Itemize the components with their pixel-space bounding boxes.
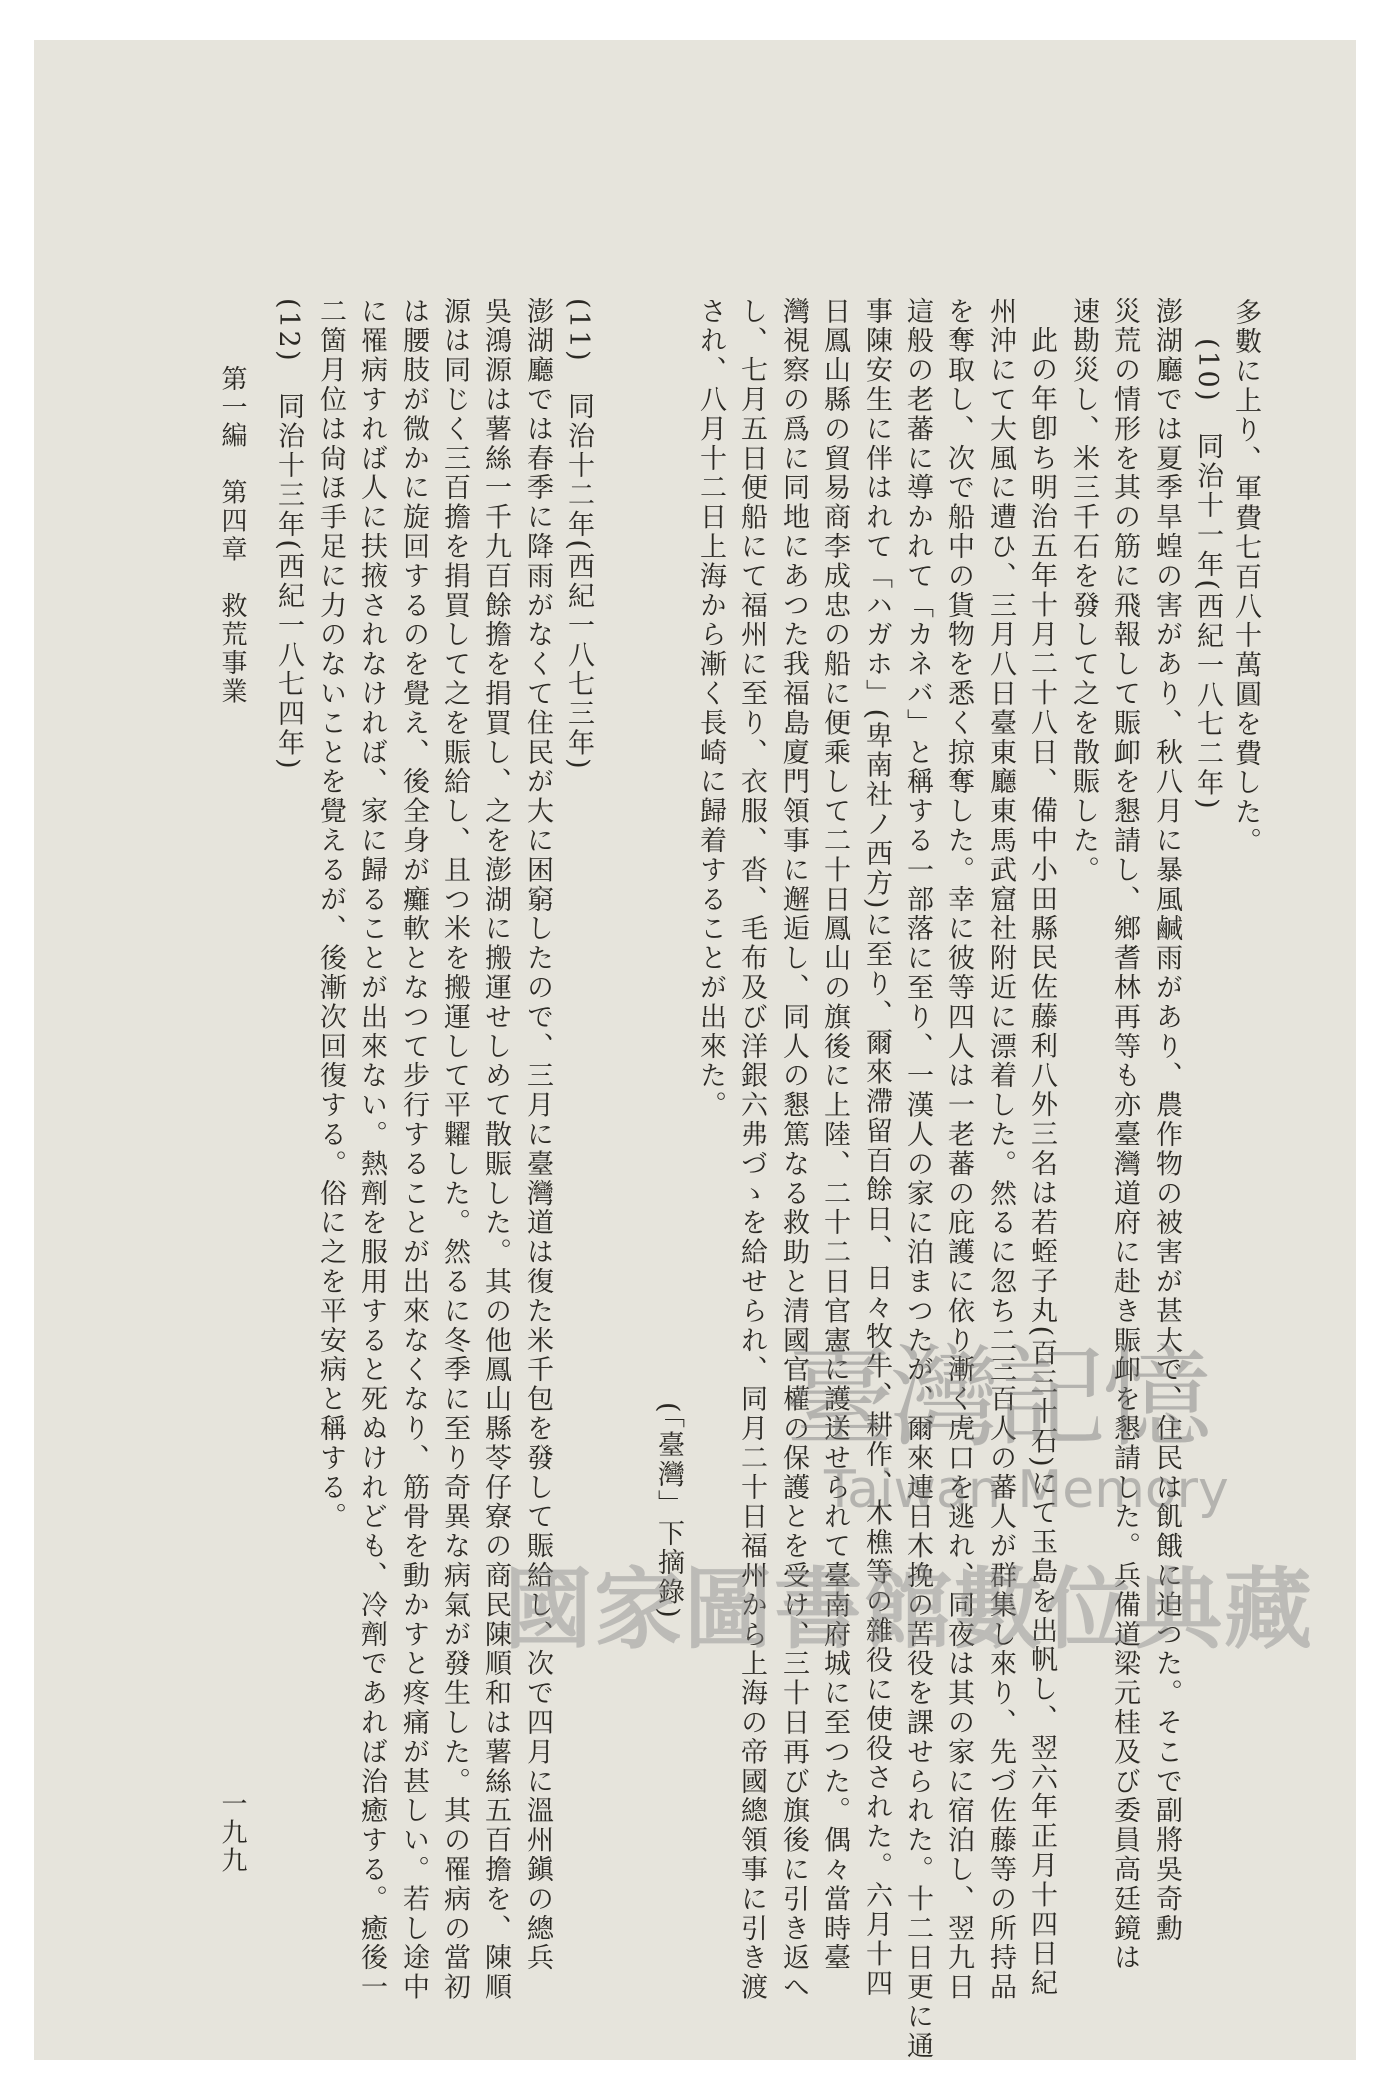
text-column: 澎湖廳では夏季旱蝗の害があり、秋八月に暴風鹹雨があり、農作物の被害が甚大で、住民は飢餓に迫つた。そこで副將吳奇勳 [1151,297,1182,1944]
text-column: 澎湖廳では春季に降雨がなくて住民が大に困窮したので、三月に臺灣道は復た米千包を發して賑給し、次で四月に溫州鎭の總兵 [522,297,553,1973]
watermark-english: Taiwan Memory [824,1460,1229,1520]
running-header: 第一編 第四章 救荒事業 [217,365,247,706]
text-column: 二箇月位は尙ほ手足に力のないことを覺えるが、後漸次回復する。俗に之を平安病と稱する。 [315,297,346,1532]
text-column: を奪取し、次で船中の貨物を悉く掠奪した。幸に彼等四人は一老蕃の庇護に依り漸く虎口を逃れ、同夜は其の家に宿泊し、翌九日 [943,297,974,2003]
text-column: 州沖にて大風に遭ひ、三月八日臺東廳東馬武窟社附近に漂着した。然るに忽ち二三百人の蕃人が群集し來り、先づ佐藤等の所持品 [985,297,1016,2003]
text-column: に罹病すれば人に扶掖されなければ、家に歸ることが出來ない。熱劑を服用すると死ぬけれども、冷劑であれば治癒する。癒後一 [356,297,387,2003]
section-heading-12: (12) 同治十三年(西紀一八七四年) [273,298,304,772]
text-column: し、七月五日便船にて福州に至り、衣服、沓、毛布及び洋銀六弗づゝを給せられ、同月二十日福州から上海の帝國總領事に引き渡 [736,297,767,2003]
text-column: 此の年卽ち明治五年十月二十八日、備中小田縣民佐藤利八外三名は若蛭子丸(百三十石)にて玉島を出帆し、翌六年正月十四日紀 [1026,326,1057,1999]
source-citation: (「臺灣」下摘錄) [653,1402,684,1621]
text-column: 多數に上り、軍費七百八十萬圓を費した。 [1230,298,1261,857]
watermark-logo: 臺灣記憶 [784,1334,1208,1462]
text-column: され、八月十二日上海から漸く長崎に歸着することが出來た。 [695,297,726,1121]
watermark-library-name: 國家圖書館數位典藏 [504,1558,1315,1661]
text-column: 灣視察の爲に同地にあつた我福島廈門領事に邂逅し、同人の懇篤なる救助と清國官權の保護とを受け、三十日再び旗後に引き返へ [778,297,809,2003]
page-number: 一九九 [217,1790,247,1876]
section-heading-10: (10) 同治十一年(西紀一八七二年) [1192,338,1223,812]
section-heading-11: (11) 同治十二年(西紀一八七三年) [563,298,594,772]
text-column: 災荒の情形を其の筋に飛報して賑卹を懇請し、鄉耆林再等も亦臺灣道府に赴き賑卹を懇請した。兵備道梁元桂及び委員高廷鏡は [1109,297,1140,1973]
text-column: 這般の老蕃に導かれて「カネバ」と稱する一部落に至り、一漢人の家に泊まつたが、爾來連日木挽の苦役を課せられた。十二日更に通 [902,297,933,2061]
text-column: は腰肢が微かに旋回するのを覺え、後全身が癱軟となつて步行することが出來なくなり、筋骨を動かすと疼痛が甚しい。若し途中 [398,297,429,2003]
text-column: 日鳳山縣の貿易商李成忠の船に便乘して二十日鳳山の旗後に上陸、二十二日官憲に護送せられて臺南府城に至つた。偶々當時臺 [819,297,850,1973]
text-column: 源は同じく三百擔を捐買して之を賑給し、且つ米を搬運して平糶した。然るに冬季に至り奇異な病氣が發生した。其の罹病の當初 [439,297,470,2003]
document-page [34,40,1356,2060]
text-column: 吳鴻源は薯絲一千九百餘擔を捐買し、之を澎湖に搬運せしめて散賑した。其の他鳳山縣苓仔寮の商民陳順和は薯絲五百擔を、陳順 [480,297,511,2003]
text-column: 事陳安生に伴はれて「ハガホ」(卑南社ノ西方)に至り、爾來滯留百餘日、日々牧牛、耕作、木樵等の雜役に使役された。六月十四 [861,297,892,1999]
text-column: 速勘災し、米三千石を發して之を散賑した。 [1068,297,1099,885]
